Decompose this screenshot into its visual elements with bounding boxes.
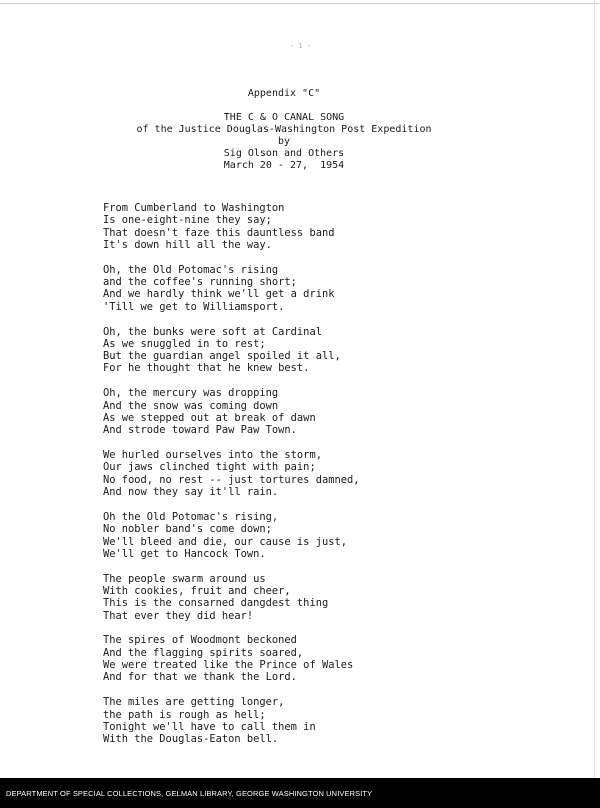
verse-line: And now they say it'll rain. [103,486,279,499]
stanza [103,264,359,313]
verse-line: The spires of Woodmont beckoned [103,634,297,647]
verse-line: We were treated like the Prince of Wales [103,659,354,672]
verse-line: the path is rough as hell; [103,708,266,721]
date-range: March 20 - 27, 1954 [223,160,345,171]
stanza [103,326,359,375]
stanza [103,573,359,622]
song-subtitle: of the Justice Douglas-Washington Post Expedition [136,124,432,135]
verse-line: Oh, the mercury was dropping [103,387,279,400]
heading-block [0,88,568,172]
song-body [103,202,359,758]
verse-line: 'Till we get to Williamsport. [103,300,285,313]
stanza [103,511,359,560]
page-mark: - 1 - [290,42,312,50]
verse-line: With the Douglas-Eaton bell. [103,733,279,746]
verse-line: For he thought that he knew best. [103,362,310,375]
verse-line: And strode toward Paw Paw Town. [103,424,297,437]
verse-line: But the guardian angel spoiled it all, [103,350,341,363]
verse-line: And we hardly think we'll get a drink [103,288,335,301]
heading-spacer [0,100,568,112]
verse-line: Oh, the Old Potomac's rising [103,263,279,276]
byline-by: by [277,136,291,147]
stanza [103,449,359,498]
verse-line: Is one-eight-nine they say; [103,214,272,227]
verse-line: and the coffee's running short; [103,276,297,289]
verse-line: That doesn't faze this dauntless band [103,226,335,239]
verse-line: Tonight we'll have to call them in [103,720,316,733]
verse-line: As we stepped out at break of dawn [103,411,316,424]
verse-line: With cookies, fruit and cheer, [103,584,291,597]
page-top-edge [0,3,600,4]
stanza [103,634,359,683]
stanza [103,202,359,251]
verse-line: We'll bleed and die, our cause is just, [103,535,347,548]
verse-line: Oh, the bunks were soft at Cardinal [103,325,322,338]
song-title: THE C & O CANAL SONG [223,112,345,123]
stanza [103,387,359,436]
verse-line: No nobler band's come down; [103,523,272,536]
page-right-edge [594,0,595,778]
verse-line: Our jaws clinched tight with pain; [103,461,316,474]
authors: Sig Olson and Others [223,148,345,159]
verse-line: As we snuggled in to rest; [103,337,266,350]
footer-bar [0,778,600,808]
verse-line: It's down hill all the way. [103,238,272,251]
verse-line: And the flagging spirits soared, [103,646,304,659]
verse-line: And the snow was coming down [103,399,279,412]
verse-line: This is the consarned dangdest thing [103,597,329,610]
verse-line: Oh the Old Potomac's rising, [103,510,279,523]
stanza [103,696,359,745]
footer-credit: DEPARTMENT OF SPECIAL COLLECTIONS, GELMAN LIBRARY, GEORGE WASHINGTON UNIVERSITY [6,789,373,798]
verse-line: We hurled ourselves into the storm, [103,449,322,462]
verse-line: We'll get to Hancock Town. [103,547,266,560]
verse-line: The miles are getting longer, [103,696,285,709]
verse-line: No food, no rest -- just tortures damned, [103,473,360,486]
verse-line: That ever they did hear! [103,609,254,622]
verse-line: And for that we thank the Lord. [103,671,297,684]
verse-line: From Cumberland to Washington [103,202,285,214]
appendix-label: Appendix "C" [247,88,321,99]
verse-line: The people swarm around us [103,572,266,585]
